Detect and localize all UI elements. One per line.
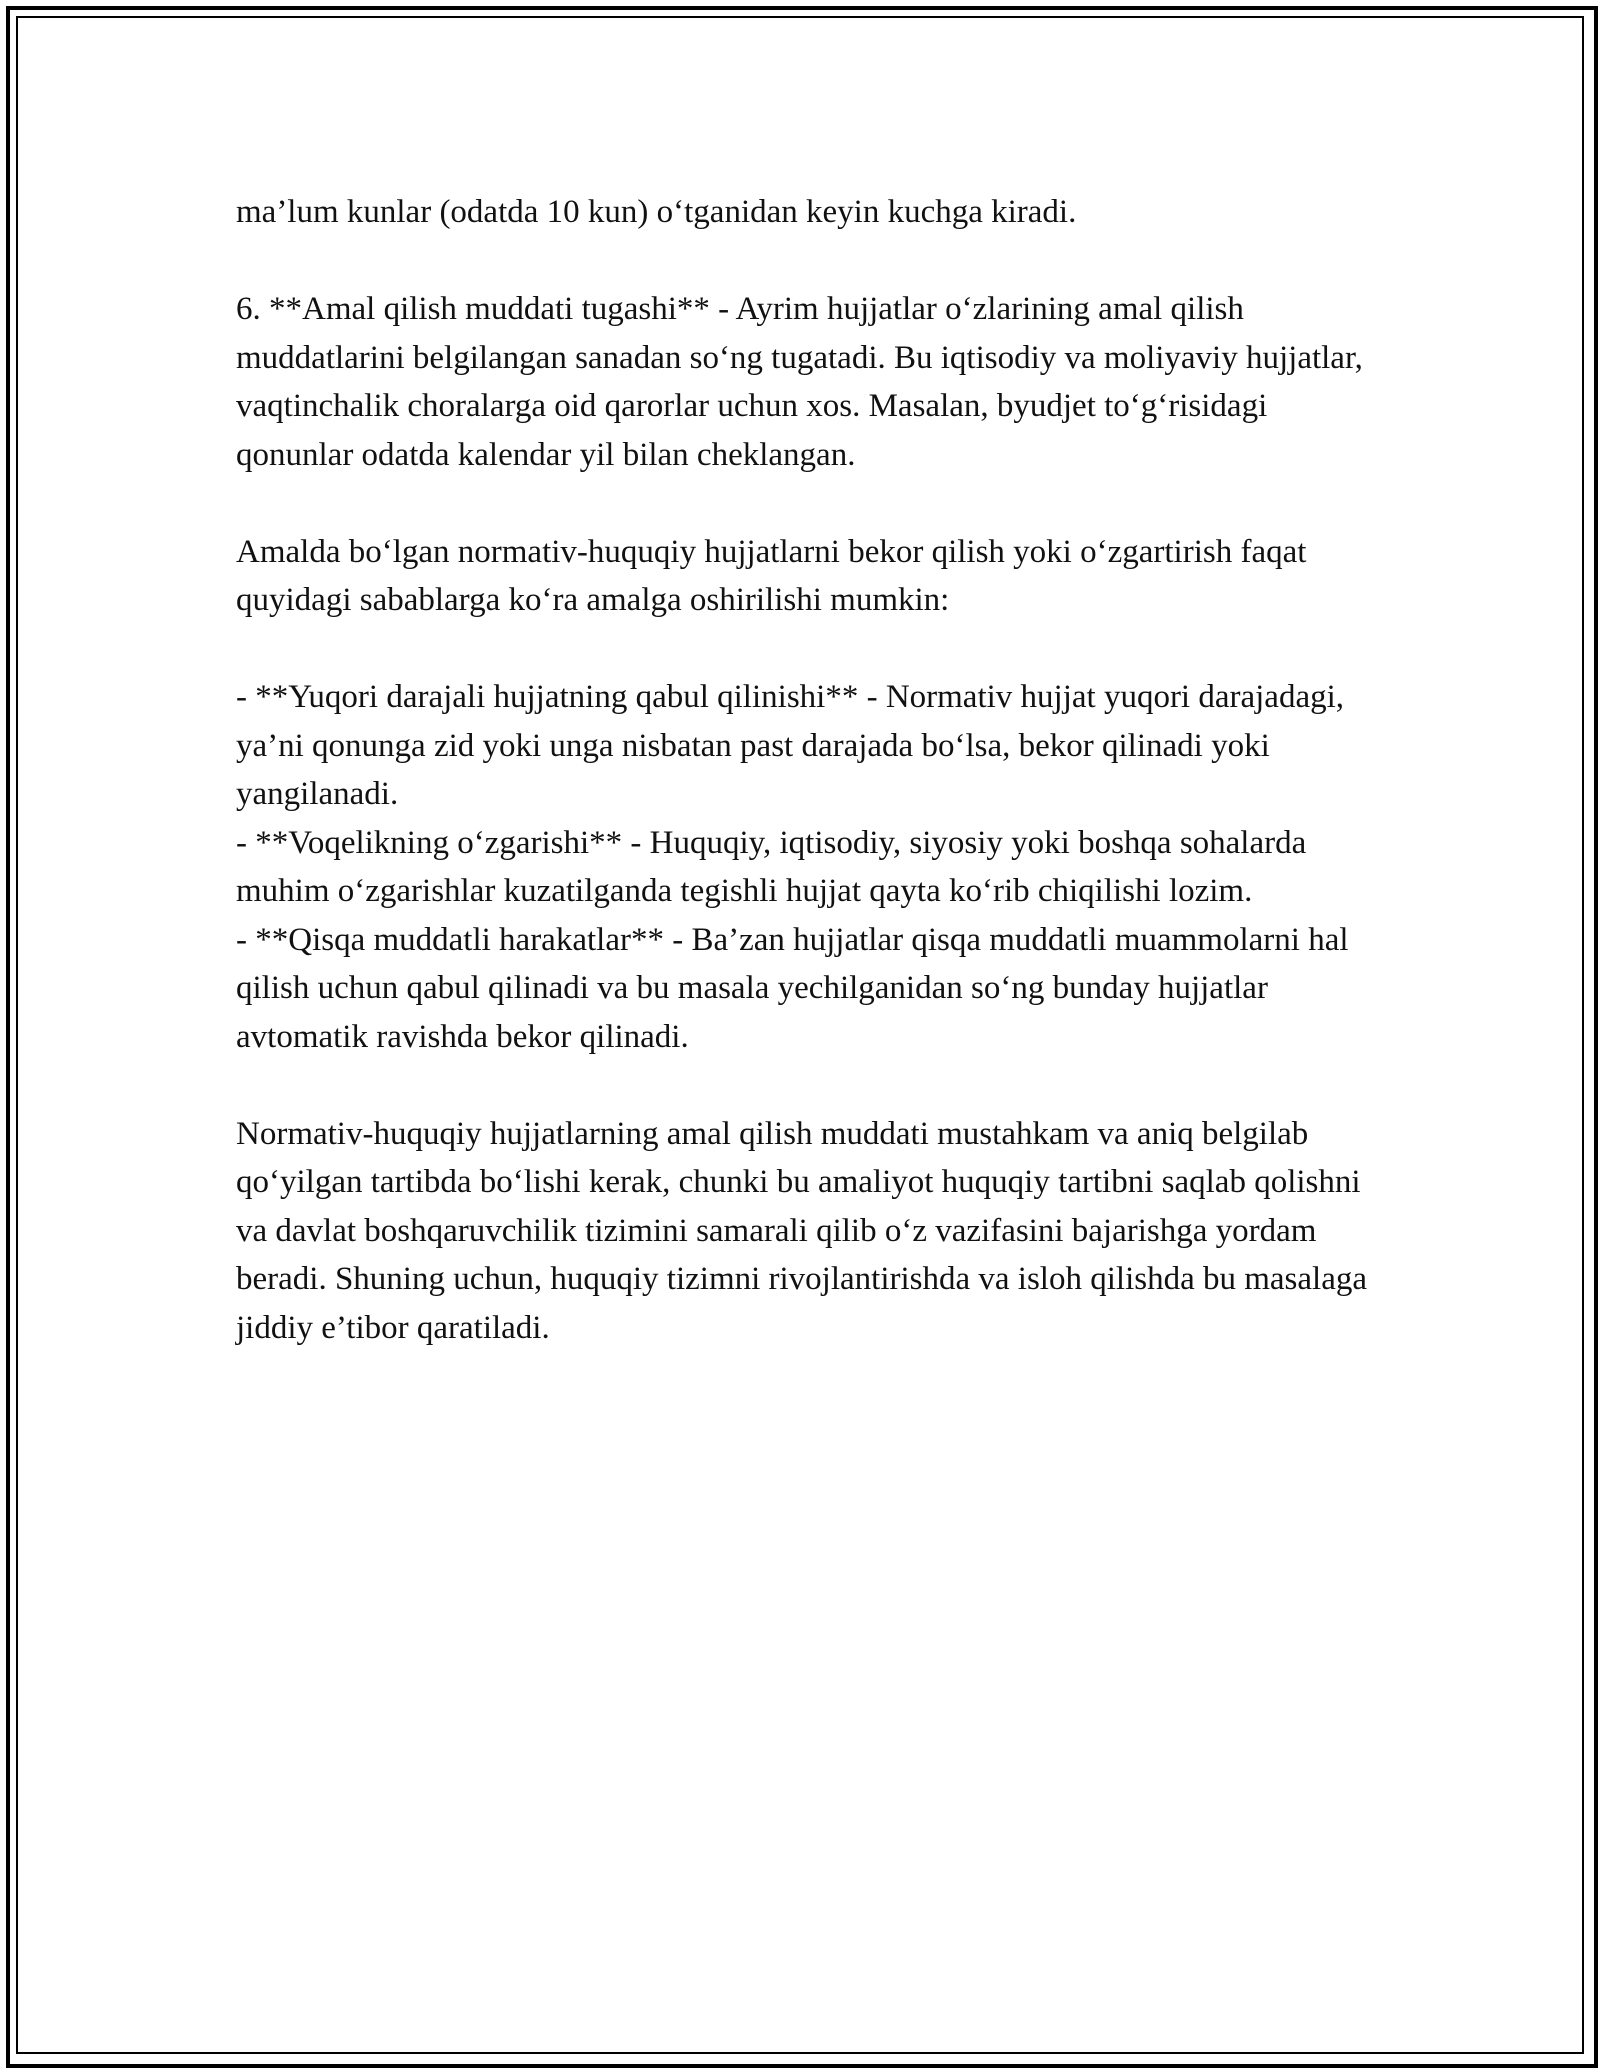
paragraph-conclusion: Normativ-huquqiy hujjatlarning amal qilish muddati mustahkam va aniq belgilab qoʻyilgan tartibda boʻlishi kerak, chunki bu amaliyot huquqiy tartibni saqlab qolishni va davlat boshqaruvchilik tizimini samarali qilib oʻz vazifasini bajarishga yordam beradi. Shuning uchun, huquqiy tizimni rivojlantirishda va isloh qilishda bu masalaga jiddiy e’tibor qaratiladi. bbox=[236, 1115, 1367, 1346]
list-item: - **Qisqa muddatli harakatlar** - Ba’zan hujjatlar qisqa muddatli muammolarni hal qilish uchun qabul qilinadi va bu masala yechilganidan soʻng bunday hujjatlar avtomatik ravishda bekor qilinadi. bbox=[236, 921, 1349, 1055]
list-item: - **Yuqori darajali hujjatning qabul qilinishi** - Normativ hujjat yuqori darajadagi, ya’ni qonunga zid yoki unga nisbatan past darajada boʻlsa, bekor qilinadi yoki yangilanadi. bbox=[236, 679, 1345, 812]
paragraph-reasons-intro: Amalda boʻlgan normativ-huquqiy hujjatlarni bekor qilish yoki oʻzgartirish faqat quyidagi sabablarga koʻra amalga oshirilishi mumkin: bbox=[236, 533, 1307, 618]
paragraph-item-6: 6. **Amal qilish muddati tugashi** - Ayrim hujjatlar oʻzlarining amal qilish muddatlarini belgilangan sanadan soʻng tugatadi. Bu iqtisodiy va moliyaviy hujjatlar, vaqtinchalik choralarga oid qarorlar uchun xos. Masalan, byudjet toʻgʻrisidagi qonunlar odatda kalendar yil bilan cheklangan. bbox=[236, 291, 1363, 473]
document-body bbox=[236, 188, 1376, 1401]
paragraph-continuation: ma’lum kunlar (odatda 10 kun) oʻtganidan keyin kuchga kiradi. bbox=[236, 194, 1077, 230]
reasons-list bbox=[236, 673, 1376, 1061]
list-item: - **Voqelikning oʻzgarishi** - Huquqiy, iqtisodiy, siyosiy yoki boshqa sohalarda muhim oʻzgarishlar kuzatilganda tegishli hujjat qayta koʻrib chiqilishi lozim. bbox=[236, 824, 1307, 909]
